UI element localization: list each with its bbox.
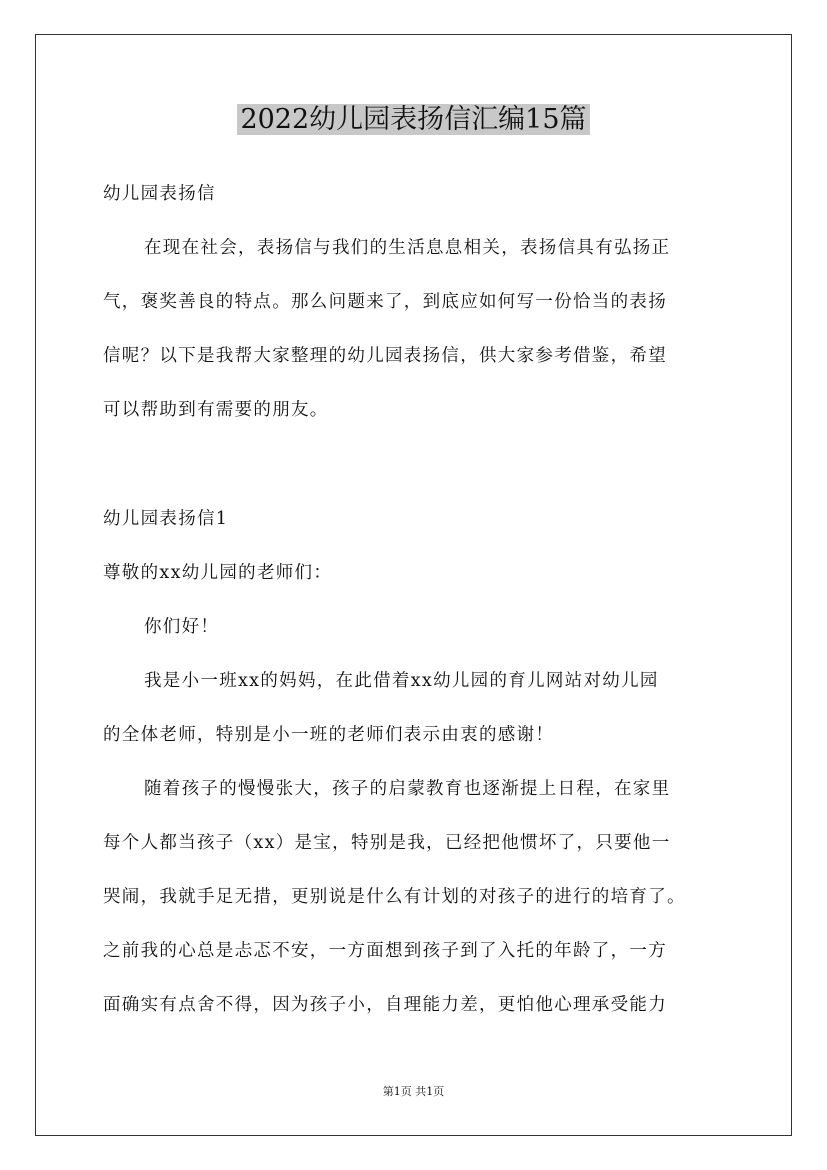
paragraph-line: 的全体老师，特别是小一班的老师们表示由衷的感谢！ (103, 725, 555, 745)
paragraph-line: 之前我的心总是忐忑不安，一方面想到孩子到了入托的年龄了，一方 (103, 941, 667, 961)
paragraph-line: 每个人都当孩子（xx）是宝，特别是我，已经把他惯坏了，只要他一 (103, 833, 671, 853)
paragraph-line: 在现在社会，表扬信与我们的生活息息相关，表扬信具有弘扬正 (144, 238, 671, 258)
paragraph-line: 哭闹，我就手足无措，更别说是什么有计划的对孩子的进行的培育了。 (103, 887, 686, 907)
salutation: 尊敬的xx幼儿园的老师们： (103, 563, 333, 583)
document-title (0, 100, 827, 140)
section-heading: 幼儿园表扬信 (103, 184, 216, 204)
page-footer: 第1页 共1页 (382, 1085, 445, 1098)
paragraph-line: 我是小一班xx的妈妈，在此借着xx幼儿园的育儿网站对幼儿园 (144, 671, 659, 691)
document-title-text: 2022幼儿园表扬信汇编15篇 (237, 104, 589, 135)
paragraph-line: 信呢？以下是我帮大家整理的幼儿园表扬信，供大家参考借鉴，希望 (103, 346, 667, 366)
section-heading: 幼儿园表扬信1 (103, 509, 229, 529)
paragraph-line: 随着孩子的慢慢张大，孩子的启蒙教育也逐渐提上日程，在家里 (144, 779, 671, 799)
paragraph-line: 气，褒奖善良的特点。那么问题来了，到底应如何写一份恰当的表扬 (103, 292, 667, 312)
paragraph-line: 可以帮助到有需要的朋友。 (103, 400, 329, 420)
paragraph-line: 面确实有点舍不得，因为孩子小，自理能力差，更怕他心理承受能力 (103, 995, 667, 1015)
greeting: 你们好！ (144, 617, 220, 637)
